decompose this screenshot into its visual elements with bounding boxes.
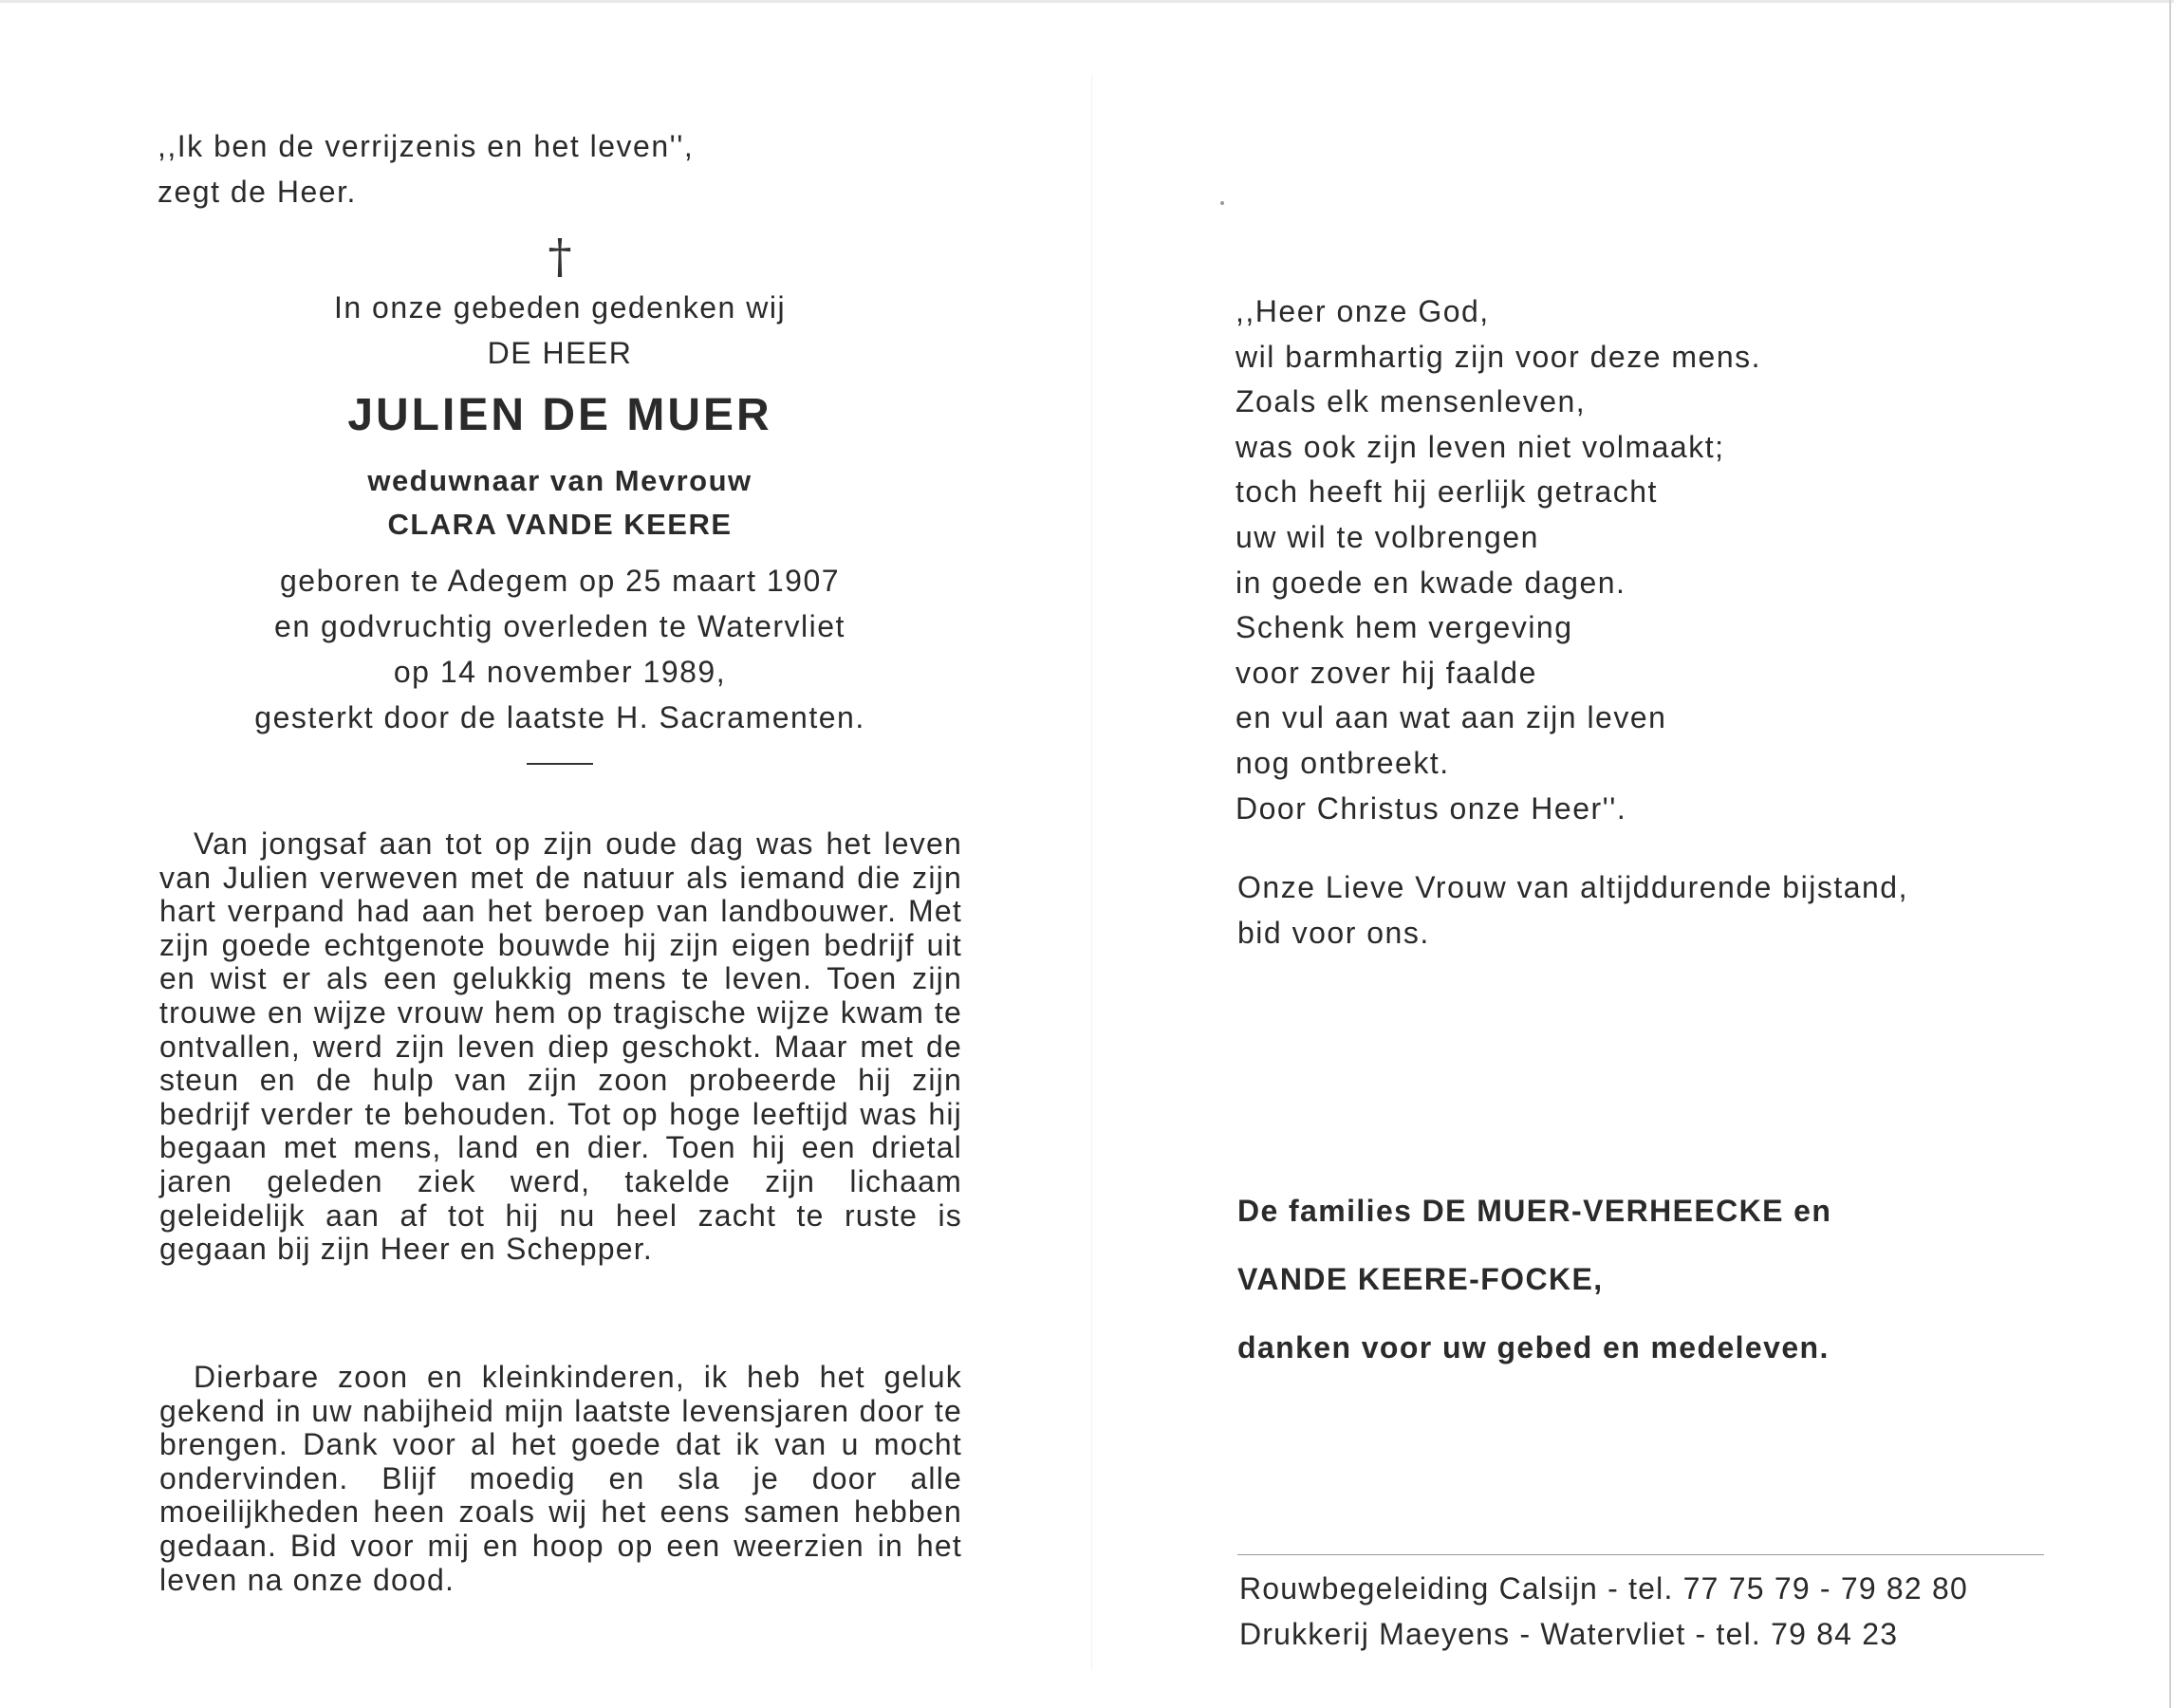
footer-divider [1237, 1554, 2044, 1555]
quote-line: ,,Ik ben de verrijzenis en het leven'', [158, 129, 695, 163]
cross-icon: † [548, 229, 572, 284]
thanks-line: VANDE KEERE-FOCKE, [1237, 1262, 1604, 1296]
separator-dash [527, 763, 593, 765]
opening-quote [158, 123, 694, 214]
spouse-name: CLARA VANDE KEERE [387, 508, 733, 541]
quote-line: zegt de Heer. [158, 175, 357, 209]
prayer-line: voor zover hij faalde [1236, 655, 1537, 690]
funeral-director-line: Rouwbegeleiding Calsijn - tel. 77 75 79 - 79 82 80 [1239, 1571, 1969, 1606]
prayer-line: nog ontbreekt. [1236, 745, 1450, 780]
prayer-line: Schenk hem vergeving [1236, 610, 1573, 645]
deceased-announcement [142, 228, 977, 765]
biography-text: Van jongsaf aan tot op zijn oude dag was het leven van Julien verweven met de natuur als iemand die zijn hart verpand had aan het beroep van landbouwer. Met zijn goede echtgenote bouwde hij zijn eigen bedrijf uit en wist er als een gelukkig mens te leven. Toen zijn trouwe en wijze vrouw hem op tragische wijze kwam te ontvallen, werd zijn leven diep geschokt. Maar met de steun en de hulp van zijn zoon probeerde hij zijn bedrijf verder te behouden. Tot op hoge leeftijd was hij begaan met mens, land en dier. Toen hij een drietal jaren geleden ziek werd, takelde zijn lichaam geleidelijk aan af tot hij nu heel zacht te ruste is gegaan bij zijn Heer en Schepper. [159, 826, 962, 1267]
date-line: gesterkt door de laatste H. Sacramenten. [254, 700, 865, 734]
farewell-paragraph [159, 1361, 962, 1597]
marian-invocation [1237, 865, 1908, 956]
printer-line: Drukkerij Maeyens - Watervliet - tel. 79 84 23 [1239, 1617, 1899, 1651]
date-line: op 14 november 1989, [393, 655, 727, 689]
prayer-line: uw wil te volbrengen [1236, 519, 1539, 554]
card-fold-line [1091, 76, 1092, 1670]
deceased-name: JULIEN DE MUER [347, 390, 772, 440]
prayer-line: Door Christus onze Heer''. [1236, 790, 1627, 826]
prayer-line: en vul aan wat aan zijn leven [1236, 700, 1667, 735]
card-right-edge [2169, 0, 2171, 1708]
prayer-line: ,,Heer onze God, [1236, 294, 1490, 328]
invocation-line: Onze Lieve Vrouw van altijddurende bijstand, [1237, 870, 1908, 904]
family-thanks [1237, 1188, 1831, 1393]
prayer [1236, 289, 1761, 831]
invocation-line: bid voor ons. [1237, 915, 1430, 950]
biography-paragraph [159, 827, 962, 1267]
prayer-line: was ook zijn leven niet volmaakt; [1236, 429, 1725, 464]
widower-line: weduwnaar van Mevrouw [367, 464, 753, 497]
prayer-line: in goede en kwade dagen. [1236, 565, 1626, 600]
life-dates [142, 558, 977, 740]
printer-credits [1239, 1566, 1968, 1657]
farewell-text: Dierbare zoon en kleinkinderen, ik heb het geluk gekend in uw nabijheid mijn laatste levensjaren door te brengen. Dank voor al het goede dat ik van u mocht ondervinden. Blijf moedig en sla je door alle moeilijkheden heen zoals wij het eens samen hebben gedaan. Bid voor mij en hoop op een weerzien in het leven na onze dood. [159, 1360, 962, 1597]
prayer-line: wil barmhartig zijn voor deze mens. [1236, 339, 1762, 374]
intro-line: In onze gebeden gedenken wij [333, 290, 787, 325]
prayer-line: toch heeft hij eerlijk getracht [1236, 474, 1658, 510]
thanks-line: De families DE MUER-VERHEECKE en [1237, 1194, 1832, 1228]
honorific: DE HEER [487, 336, 633, 370]
date-line: en godvruchtig overleden te Watervliet [274, 609, 845, 643]
date-line: geboren te Adegem op 25 maart 1907 [279, 564, 841, 598]
scan-top-edge [0, 0, 2174, 3]
prayer-line: Zoals elk mensenleven, [1236, 384, 1587, 419]
thanks-line: danken voor uw gebed en medeleven. [1237, 1330, 1830, 1365]
scan-speck [1220, 201, 1224, 205]
